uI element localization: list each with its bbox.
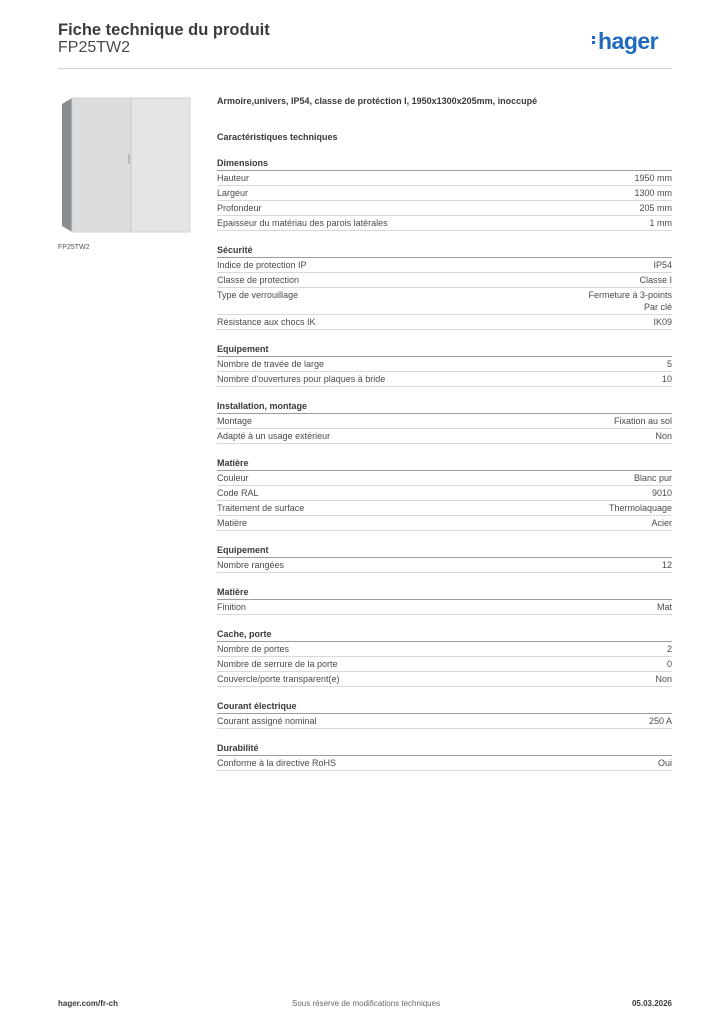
spec-label: Profondeur [217,203,262,213]
spec-value [588,288,672,314]
spec-value [653,315,672,329]
spec-value-line: Oui [657,758,672,768]
spec-label: Nombre de serrure de la porte [217,659,338,669]
spec-value [609,501,672,515]
spec-label: Classe de protection [217,275,300,285]
product-image-caption: FP25TW2 [58,244,90,251]
spec-row [217,672,672,687]
spec-value [639,201,672,215]
spec-value [652,486,672,500]
product-image [58,94,200,236]
spec-label: Adapté à un usage extérieur [217,431,331,441]
spec-value-line: 250 A [648,716,672,726]
spec-value-line: 1300 mm [634,188,672,198]
spec-value-line: 205 mm [639,203,672,213]
spec-group [217,543,672,573]
spec-value [662,558,672,572]
spec-group [217,585,672,615]
spec-value [653,258,672,272]
spec-row [217,414,672,429]
spec-group-title: Equipement [217,543,672,558]
spec-row [217,486,672,501]
spec-row [217,201,672,216]
spec-row [217,258,672,273]
spec-value [667,357,672,371]
spec-row [217,756,672,771]
spec-value-line: 5 [666,359,672,369]
spec-row [217,429,672,444]
spec-group-title: Durabilité [217,741,672,756]
spec-label: Nombre d'ouvertures pour plaques à bride [217,374,386,384]
spec-label: Type de verrouillage [217,290,299,300]
spec-label: Couleur [217,473,249,483]
page-title: Fiche technique du produit [58,21,270,39]
spec-value [634,186,672,200]
spec-group-title: Equipement [217,342,672,357]
spec-group-title: Matière [217,585,672,600]
spec-group-title: Dimensions [217,156,672,171]
spec-label: Matière [217,518,248,528]
header-divider [58,68,672,69]
footer-date: 05.03.2026 [631,999,672,1008]
spec-value-line: 1950 mm [634,173,672,183]
spec-label: Hauteur [217,173,250,183]
spec-value-line: Blanc pur [633,473,672,483]
spec-group [217,243,672,330]
spec-value [658,756,672,770]
spec-label: Nombre rangées [217,560,285,570]
spec-value-line: IP54 [653,260,672,270]
spec-group-title: Matière [217,456,672,471]
spec-label: Indice de protection IP [217,260,307,270]
spec-value-line: Non [655,431,672,441]
spec-value-line: Fixation au sol [613,416,672,426]
spec-value [667,657,672,671]
spec-group [217,399,672,444]
spec-label: Epaisseur du matériau des parois latérales [217,218,388,228]
specs-section-title: Caractéristiques techniques [217,132,338,142]
spec-value [634,471,672,485]
product-description: Armoire,univers, IP54, classe de protéction I, 1950x1300x205mm, inoccupé [217,96,538,106]
spec-row [217,471,672,486]
spec-group [217,699,672,729]
footer-notice: Sous réserve de modifications techniques [292,999,441,1008]
spec-group-title: Courant électrique [217,699,672,714]
spec-value-line: 9010 [651,488,672,498]
spec-group [217,156,672,231]
spec-row [217,315,672,330]
spec-value [651,516,672,530]
spec-content [217,94,672,771]
spec-group [217,741,672,771]
spec-value [655,429,672,443]
spec-row [217,657,672,672]
spec-value-line: Acier [651,518,672,528]
spec-label: Nombre de portes [217,644,290,654]
spec-label: Largeur [217,188,249,198]
spec-group-title: Sécurité [217,243,672,258]
spec-row [217,288,672,315]
spec-group [217,342,672,387]
spec-value [657,600,672,614]
spec-value-line: 0 [666,659,672,669]
spec-groups [217,156,672,771]
spec-value-line: Fermeture à 3-points [588,290,672,300]
logo-dots-icon [592,34,596,46]
spec-value [639,273,672,287]
spec-label: Résistance aux chocs IK [217,317,316,327]
spec-label: Nombre de travée de large [217,359,325,369]
spec-label: Courant assigné nominal [217,716,317,726]
spec-value [634,171,672,185]
spec-row [217,714,672,729]
spec-row [217,516,672,531]
spec-label: Traitement de surface [217,503,305,513]
spec-value-line: Non [655,674,672,684]
spec-value-line: 10 [661,374,672,384]
spec-label: Code RAL [217,488,259,498]
spec-group [217,456,672,531]
spec-row [217,357,672,372]
spec-value [614,414,672,428]
spec-label: Conforme à la directive RoHS [217,758,337,768]
spec-row [217,273,672,288]
spec-value-line: Thermolaquage [608,503,672,513]
spec-value [655,672,672,686]
spec-value [650,216,673,230]
brand-logo [592,28,658,55]
spec-value [649,714,672,728]
spec-row [217,501,672,516]
spec-value-line: 1 mm [649,218,672,228]
spec-group-title: Cache, porte [217,627,672,642]
spec-value-line: 12 [661,560,672,570]
spec-value [667,642,672,656]
spec-value-line: Mat [656,602,672,612]
spec-row [217,372,672,387]
spec-label: Couvercle/porte transparent(e) [217,674,340,684]
spec-row [217,216,672,231]
spec-value-line: Par clé [643,302,672,312]
product-reference: FP25TW2 [58,39,131,56]
brand-name: hager [598,28,659,54]
spec-row [217,558,672,573]
spec-row [217,186,672,201]
footer-website: hager.com/fr-ch [58,999,119,1008]
spec-row [217,171,672,186]
spec-label: Montage [217,416,253,426]
spec-group-title: Installation, montage [217,399,672,414]
spec-value [662,372,672,386]
spec-value-line: 2 [666,644,672,654]
spec-row [217,600,672,615]
spec-row [217,642,672,657]
spec-group [217,627,672,687]
spec-value-line: Classe I [639,275,672,285]
spec-label: Finition [217,602,247,612]
spec-value-line: IK09 [653,317,672,327]
